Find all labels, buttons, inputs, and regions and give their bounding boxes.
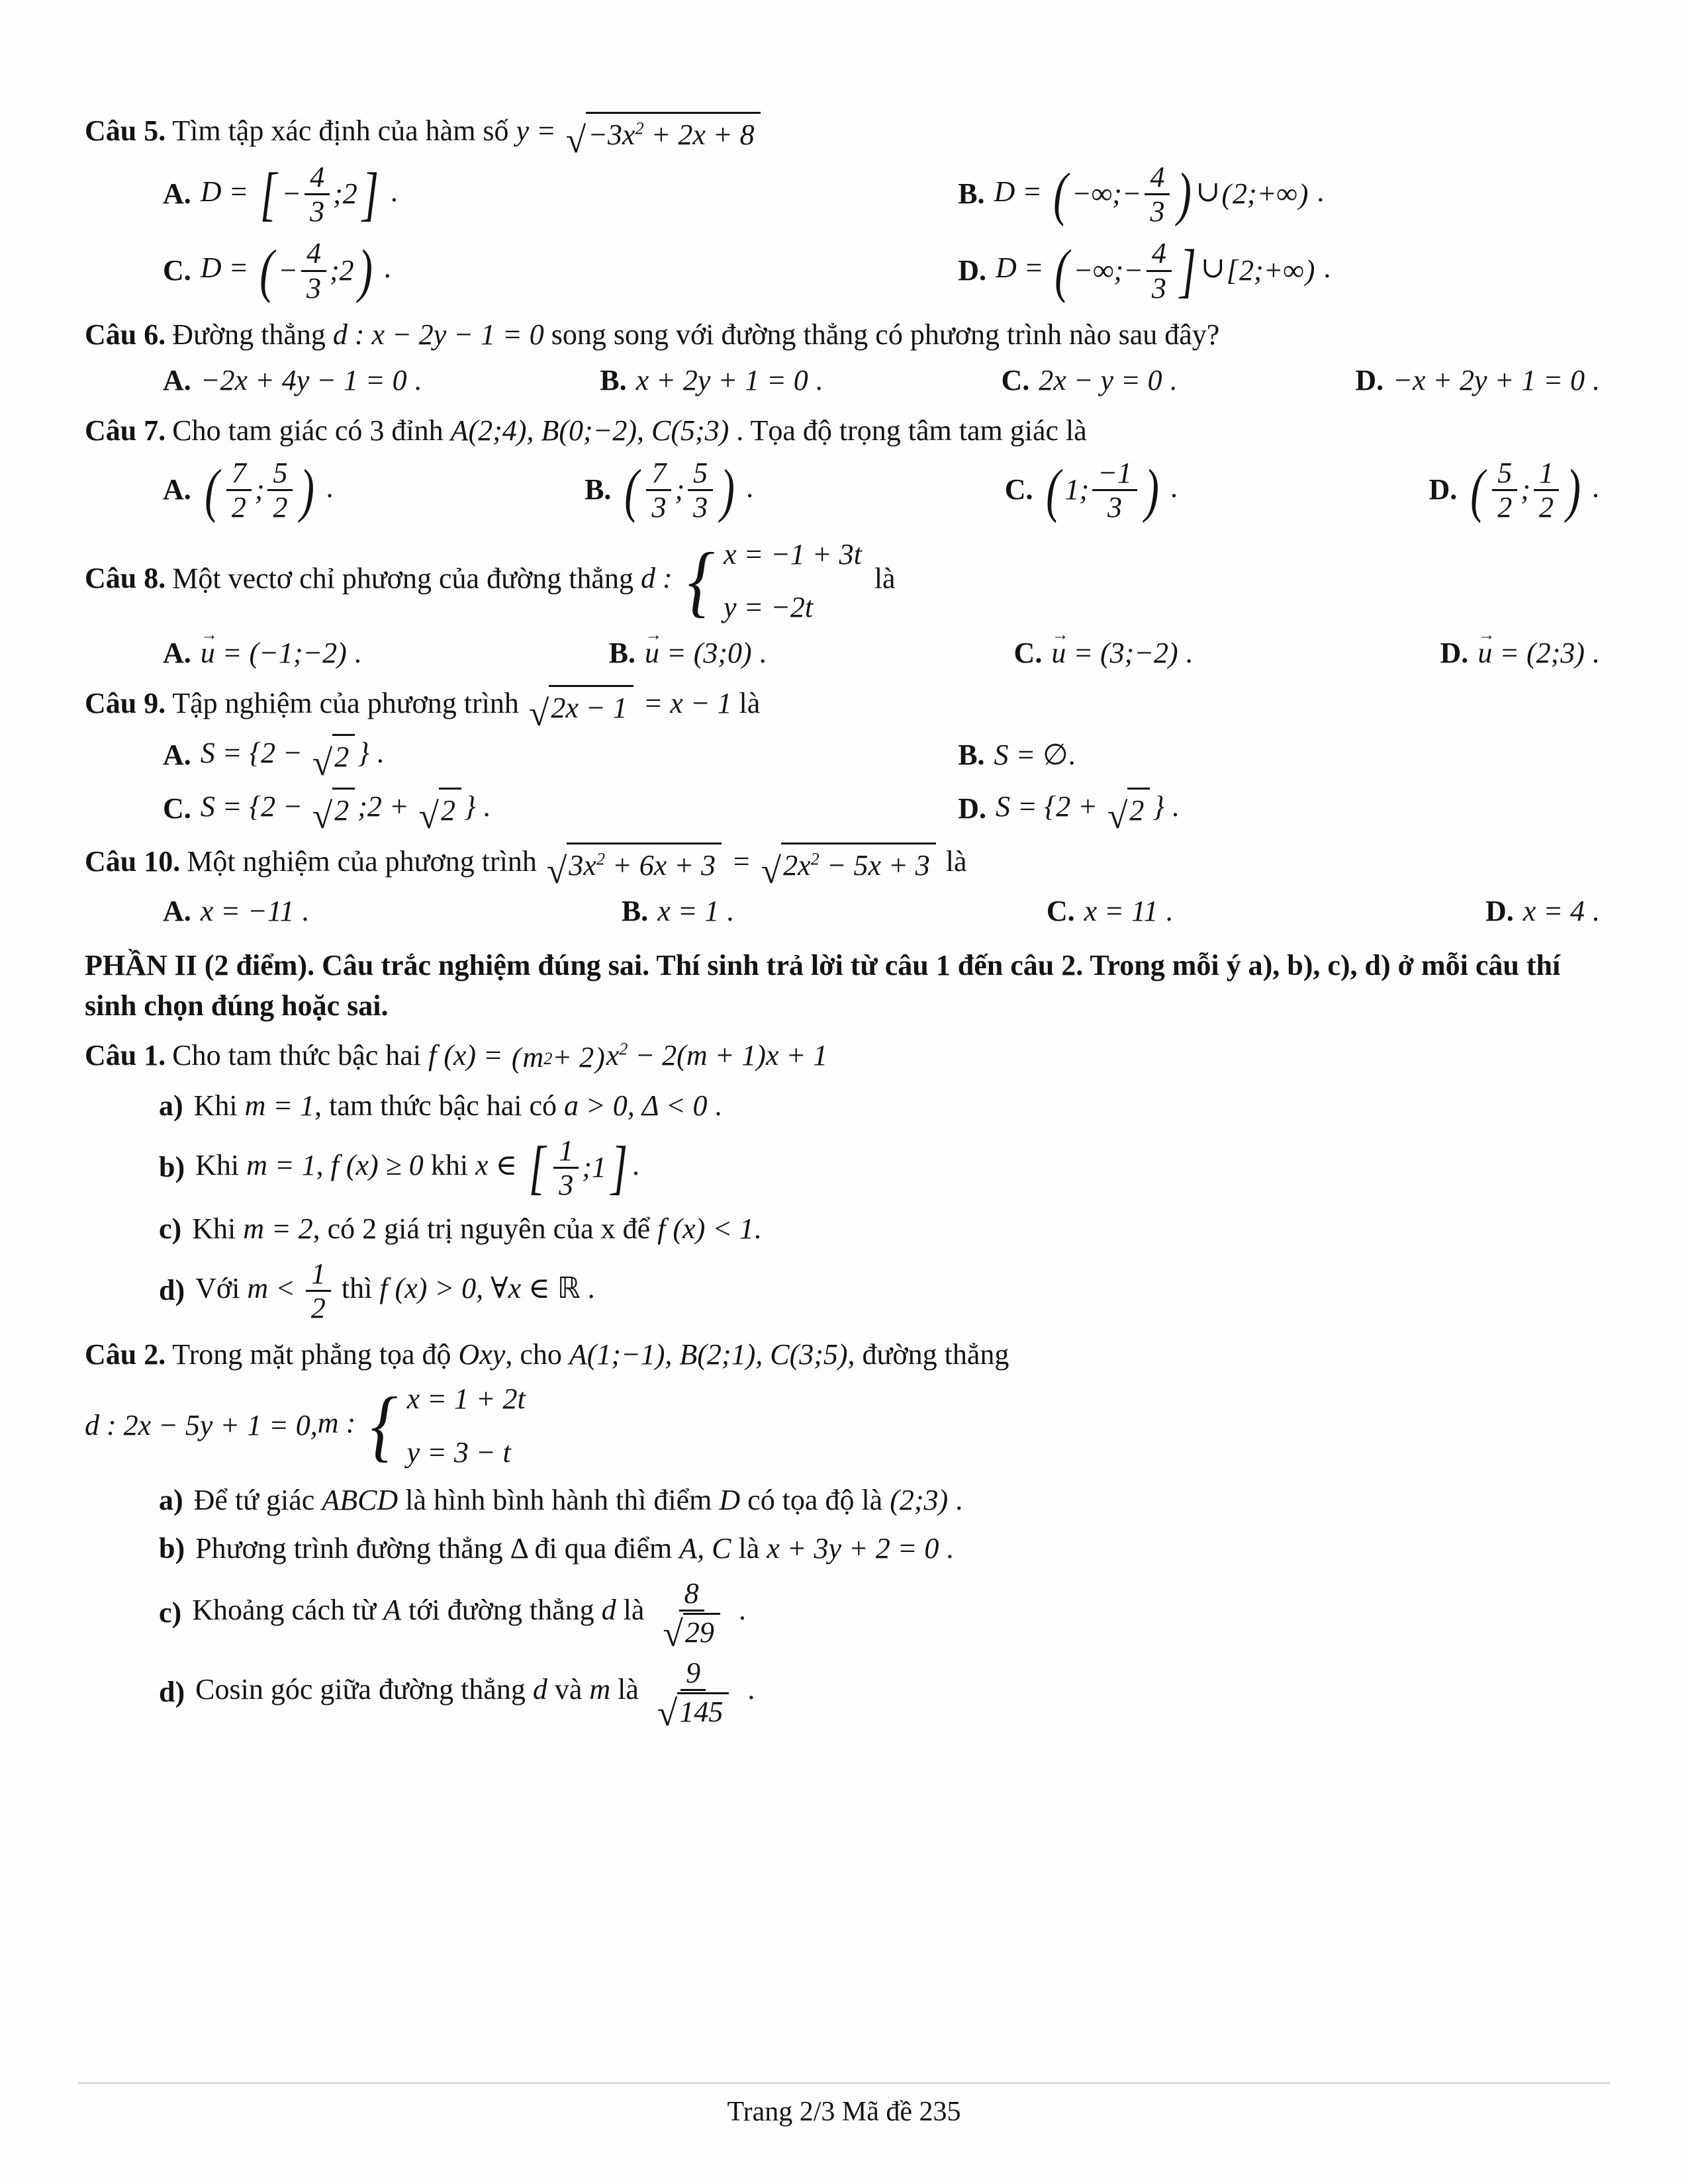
option-5-C [163,237,958,304]
option-9-D [958,787,1609,837]
option-7-B [585,457,753,524]
option-10-B-label: B. [621,894,649,927]
option-8-C [1014,633,1193,674]
option-8-D-text: → u = (2;3) . [1477,633,1599,674]
option-8-D-label: D. [1440,636,1469,669]
option-9-D-text: S = {2 + √ 2 } . [996,787,1179,831]
option-7-C-label: C. [1004,473,1033,506]
option-5-B [958,161,1609,228]
option-9-B [958,735,1609,776]
option-6-B-text: x + 2y + 1 = 0 . [635,363,823,396]
option-6-B [600,361,823,401]
option-9-A [163,733,958,783]
option-5-A [163,161,958,228]
question-9 [85,684,1609,837]
option-9-D-label: D. [958,792,986,825]
q1-item-c [159,1209,1609,1250]
q1-item-a-text: Khi m = 1, tam thức bậc hai có a > 0, Δ < 0 . [193,1089,722,1122]
q1-item-b-text: Khi m = 1, f (x) ≥ 0 khi x ∈ [ $\frac{1}{3}$ ;1 ] . [195,1134,640,1201]
q2-item-c [159,1576,1609,1654]
part2-question-2 [85,1335,1609,1733]
option-6-D [1355,361,1599,401]
option-8-B [609,633,767,674]
option-8-A [163,633,361,674]
question-5-options [163,161,1609,304]
question-6-options [163,361,1599,401]
option-5-B-label: B. [958,177,985,210]
option-7-A [163,457,334,524]
question-7-text: Cho tam giác có 3 đỉnh A(2;4), B(0;−2), C(5;3) . Tọa độ trọng tâm tam giác là [172,414,1087,447]
option-7-C [1005,457,1178,524]
part2-heading: PHẦN II (2 điểm). Câu trắc nghiệm đúng sai. Thí sinh trả lời từ câu 1 đến câu 2. Trong mỗi ý a), b), c), d) ở mỗi câu thí sinh chọn đúng hoặc sai. [85,949,1561,1022]
q2-item-d-text: Cosin góc giữa đường thẳng d và m là 9 √ 145 . [195,1657,755,1733]
question-8-label: Câu 8. [85,562,166,595]
option-5-A-text: D = [ − $\frac{4}{3}$ ;2 ] . [200,160,398,228]
q1-item-a-label: a) [159,1089,183,1122]
option-6-C [1001,361,1176,401]
option-5-D-label: D. [958,253,986,287]
question-9-label: Câu 9. [85,687,166,720]
q2-item-a-text: Để tứ giác ABCD là hình bình hành thì điểm D có tọa độ là (2;3) . [193,1484,963,1517]
part2-question-1-label: Câu 1. [85,1038,166,1071]
q1-item-d-text: Với m < $\frac{1}{2}$ thì f (x) > 0, ∀x ∈ ℝ . [195,1257,595,1325]
part2-question-1-stem [85,1036,1609,1078]
q1-item-b [159,1134,1609,1202]
q2-item-a [159,1480,1609,1521]
question-6-stem [85,315,1609,355]
question-9-options [163,733,1609,837]
question-6 [85,315,1609,400]
option-9-B-label: B. [958,739,985,772]
option-6-A-label: A. [163,363,191,396]
question-8-stem [85,535,1609,628]
option-5-B-text: D = ( −∞;− $\frac{4}{3}$ ) ∪ ( 2;+∞ ) . [994,160,1325,228]
option-10-C-text: x = 11 . [1084,894,1173,927]
option-9-C [163,787,958,837]
option-10-D-text: x = 4 . [1523,894,1599,927]
question-8 [85,535,1609,674]
q2-item-a-label: a) [159,1484,183,1517]
option-10-D-label: D. [1485,894,1514,927]
part2-question-2-items [159,1480,1609,1733]
question-5-text: Tìm tập xác định của hàm số y = √ $-3x^2 + 2x + 8$ [172,114,763,147]
option-5-C-text: D = ( − $\frac{4}{3}$ ;2 ) . [200,237,391,304]
q1-item-b-label: b) [159,1151,185,1184]
option-5-C-label: C. [163,253,191,287]
option-8-B-text: → u = (3;0) . [645,633,767,674]
option-8-C-text: → u = (3;−2) . [1051,633,1192,674]
option-10-B-text: x = 1 . [657,894,734,927]
option-10-C-label: C. [1046,894,1075,927]
option-10-D [1485,891,1599,932]
q1-item-c-label: c) [159,1212,182,1246]
part2-question-2-label: Câu 2. [85,1338,166,1371]
q2-item-c-label: c) [159,1596,182,1629]
question-7-stem [85,411,1609,451]
page-footer [78,2082,1610,2132]
option-8-A-text: → u = (−1;−2) . [201,633,361,674]
option-10-B [622,891,734,932]
part2-question-1-text: Cho tam thức bậc hai f (x) = ( m 2 + 2 ) $x^2 - 2(m + 1)x + 1$ [172,1038,828,1074]
option-10-A-text: x = −11 . [200,894,309,927]
option-9-B-text: S = ∅. [994,739,1076,772]
option-9-A-label: A. [163,739,191,772]
q2-item-b-text: Phương trình đường thẳng Δ đi qua điểm A, C là x + 3y + 2 = 0 . [195,1532,954,1565]
option-8-A-label: A. [163,636,191,669]
option-8-D [1440,633,1599,674]
q2-item-c-text: Khoảng cách từ A tới đường thẳng d là 8 √ 29 . [192,1576,746,1654]
option-10-A [163,891,308,932]
q2-item-b [159,1529,1609,1569]
option-5-D [958,237,1609,304]
option-8-B-label: B. [608,636,636,669]
question-10-label: Câu 10. [85,844,181,878]
q1-item-a [159,1086,1609,1126]
question-6-label: Câu 6. [85,318,166,351]
question-5-label: Câu 5. [85,114,166,147]
part2-question-1 [85,1036,1609,1325]
question-5-stem [85,111,1609,161]
question-8-options [163,633,1599,674]
option-7-C-text: ( 1; $\frac{-1}{3}$ ) . [1046,456,1178,524]
option-7-D-label: D. [1429,473,1458,506]
option-9-C-text: S = {2 − √ 2 ;2 + √ 2 } . [201,787,491,831]
q2-item-d [159,1657,1609,1733]
option-6-A [163,361,422,401]
option-9-C-label: C. [163,792,191,825]
part2-question-2-stem [85,1335,1609,1375]
question-5 [85,111,1609,304]
question-9-text: Tập nghiệm của phương trình √ 2x − 1 = x − 1 là [172,687,760,719]
footer-divider [78,2082,1610,2084]
part2-question-2-system: d : 2x − 5y + 1 = 0, m : { x = 1 + 2t y = 3 − t [85,1381,526,1471]
question-9-stem [85,684,1609,733]
footer-page-number: Trang 2/3 Mã đề 235 [727,2097,961,2127]
q2-item-d-label: d) [159,1675,185,1708]
part2-question-1-items [159,1086,1609,1325]
q2-item-b-label: b) [159,1532,185,1565]
part2-question-2-text: Trong mặt phẳng tọa độ Oxy, cho A(1;−1), B(2;1), C(3;5), đường thẳng [172,1338,1009,1371]
question-7 [85,411,1609,523]
question-10-stem [85,842,1609,891]
q1-item-c-text: Khi m = 2, có 2 giá trị nguyên của x để f (x) < 1. [192,1212,761,1246]
option-9-A-text: S = {2 − √ 2 } . [201,733,384,778]
option-7-A-label: A. [163,473,191,506]
question-7-options [163,457,1599,524]
option-6-D-text: −x + 2y + 1 = 0 . [1393,363,1599,396]
option-5-A-label: A. [163,177,191,210]
question-10-text: Một nghiệm của phương trình √ $3x^2 + 6x + 3$ = √ $2x^2 - 5x + 3$ là [187,845,966,878]
q1-item-d [159,1257,1609,1325]
option-7-D [1429,457,1599,524]
option-6-A-text: −2x + 4y − 1 = 0 . [200,363,422,396]
option-6-B-label: B. [600,363,627,396]
option-6-C-label: C. [1001,363,1030,396]
option-6-D-label: D. [1355,363,1384,396]
option-7-B-label: B. [585,473,612,506]
question-10 [85,842,1609,931]
option-8-C-label: C. [1013,636,1043,669]
question-7-label: Câu 7. [85,414,166,447]
q1-item-d-label: d) [159,1274,185,1307]
question-10-options [163,891,1599,932]
option-7-B-text: ( $\frac{7}{3}$ ; $\frac{5}{3}$ ) . [624,456,754,524]
option-7-D-text: ( $\frac{5}{2}$ ; $\frac{1}{2}$ ) . [1470,456,1599,524]
option-7-A-text: ( $\frac{7}{2}$ ; $\frac{5}{2}$ ) . [204,456,334,524]
question-6-text: Đường thẳng d : x − 2y − 1 = 0 song song với đường thẳng có phương trình nào sau đây? [172,318,1220,351]
option-6-C-text: 2x − y = 0 . [1039,363,1177,396]
option-10-C [1047,891,1173,932]
option-10-A-label: A. [163,894,191,927]
option-5-D-text: D = ( −∞;− $\frac{4}{3}$ ] ∪ [ 2;+∞ ) . [995,237,1331,304]
question-8-text: Một vectơ chỉ phương của đường thẳng d : { x = −1 + 3t y = −2t là [172,536,896,625]
